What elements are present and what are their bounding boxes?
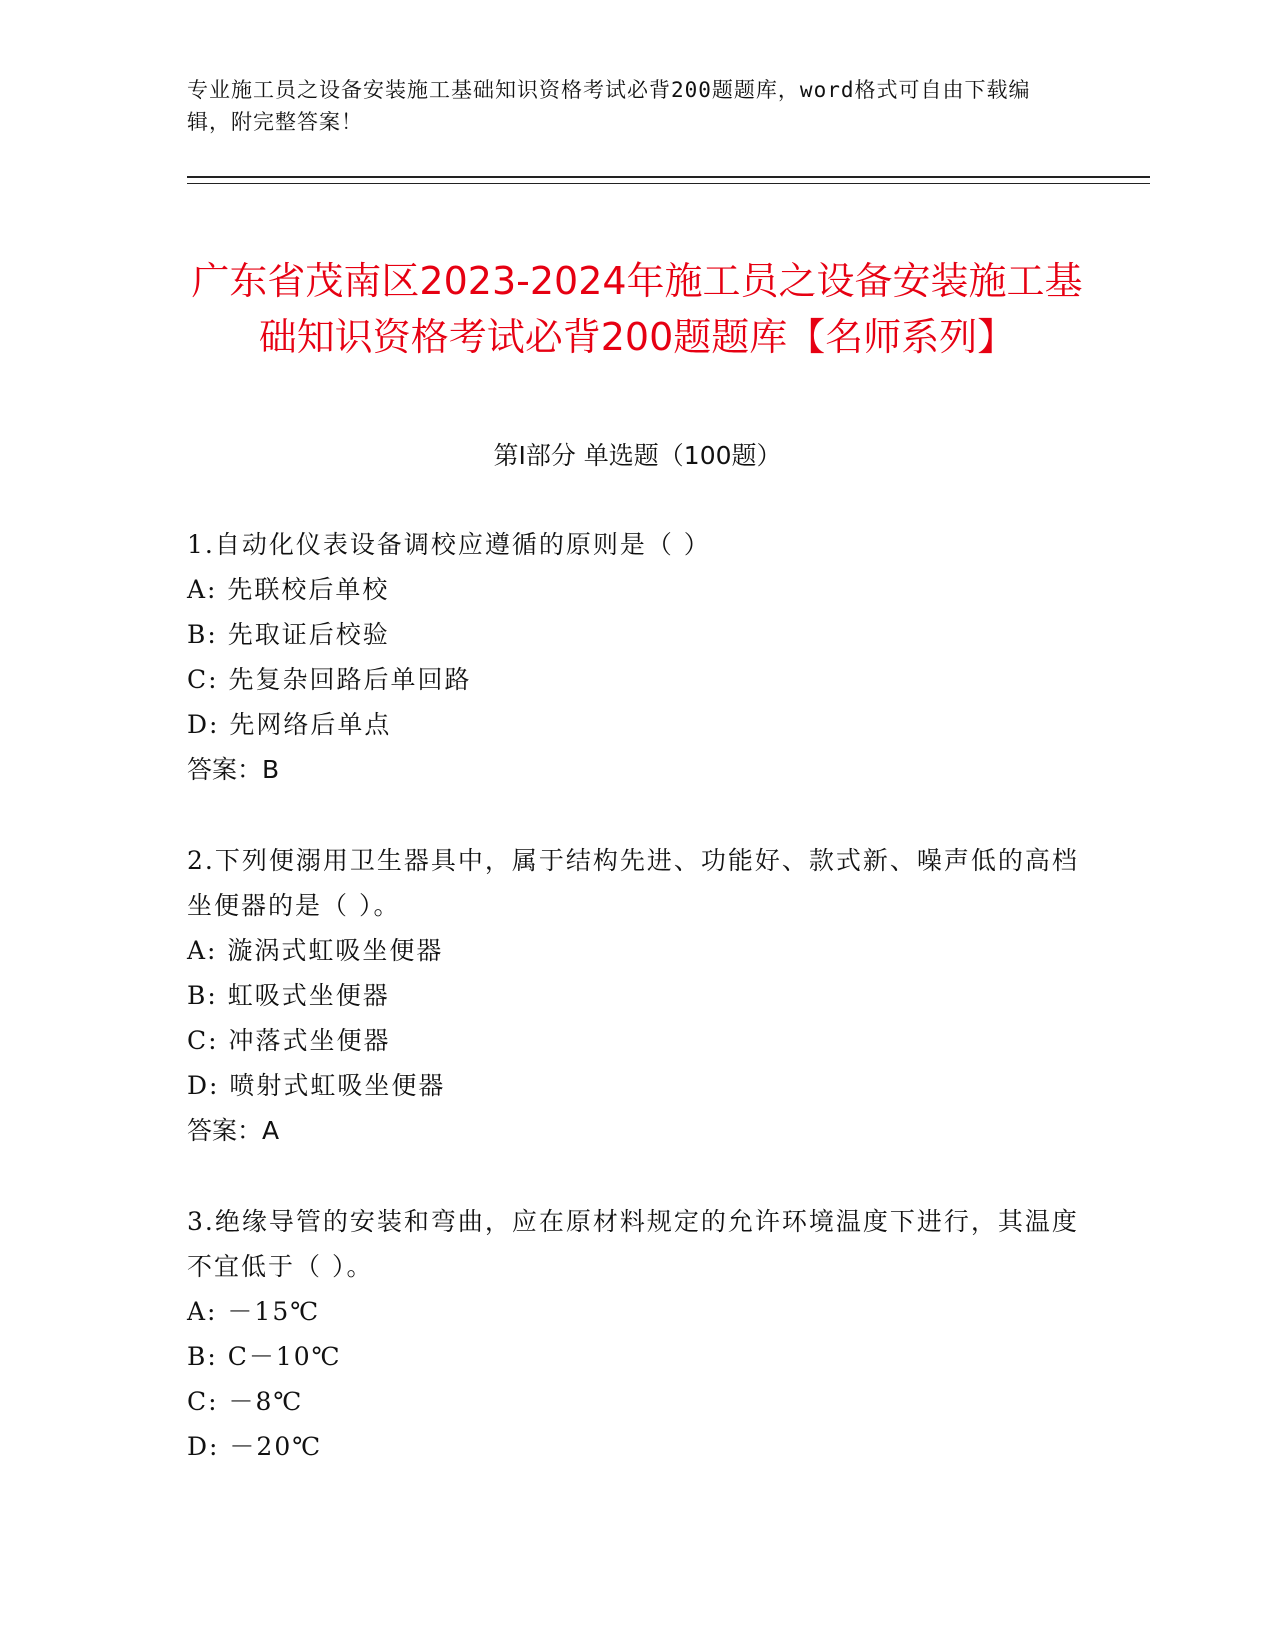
option-d: D: －20℃: [187, 1432, 323, 1461]
question-2: [187, 838, 1087, 1153]
question-stem: 2.下列便溺用卫生器具中，属于结构先进、功能好、款式新、噪声低的高档坐便器的是（ ）。: [187, 846, 1079, 920]
header-rule-thick: [187, 176, 1150, 178]
question-list: [187, 522, 1087, 1515]
option-d: D: 先网络后单点: [187, 710, 392, 739]
option-b: B: C－10℃: [187, 1342, 342, 1371]
option-b: B: 虹吸式坐便器: [187, 981, 390, 1010]
option-c: C: 先复杂回路后单回路: [187, 665, 472, 694]
answer: 答案：A: [187, 1116, 280, 1145]
question-3: [187, 1199, 1087, 1469]
question-stem: 1.自动化仪表设备调校应遵循的原则是（ ）: [187, 530, 711, 559]
option-a: A: 漩涡式虹吸坐便器: [187, 936, 444, 965]
option-a: A: 先联校后单校: [187, 575, 390, 604]
header-note: 专业施工员之设备安装施工基础知识资格考试必背200题题库，word格式可自由下载编辑，附完整答案！: [187, 78, 1031, 134]
option-b: B: 先取证后校验: [187, 620, 390, 649]
option-d: D: 喷射式虹吸坐便器: [187, 1071, 446, 1100]
question-stem: 3.绝缘导管的安装和弯曲，应在原材料规定的允许环境温度下进行，其温度不宜低于（ ）。: [187, 1207, 1079, 1281]
option-c: C: 冲落式坐便器: [187, 1026, 391, 1055]
section-heading: 第Ⅰ部分 单选题（100题）: [493, 441, 782, 470]
question-1: [187, 522, 1087, 792]
document-title: 广东省茂南区2023-2024年施工员之设备安装施工基础知识资格考试必背200题题库【名师系列】: [191, 259, 1083, 360]
option-c: C: －8℃: [187, 1387, 304, 1416]
option-a: A: －15℃: [187, 1297, 321, 1326]
header-rule-thin: [187, 183, 1150, 184]
answer: 答案：B: [187, 755, 280, 784]
